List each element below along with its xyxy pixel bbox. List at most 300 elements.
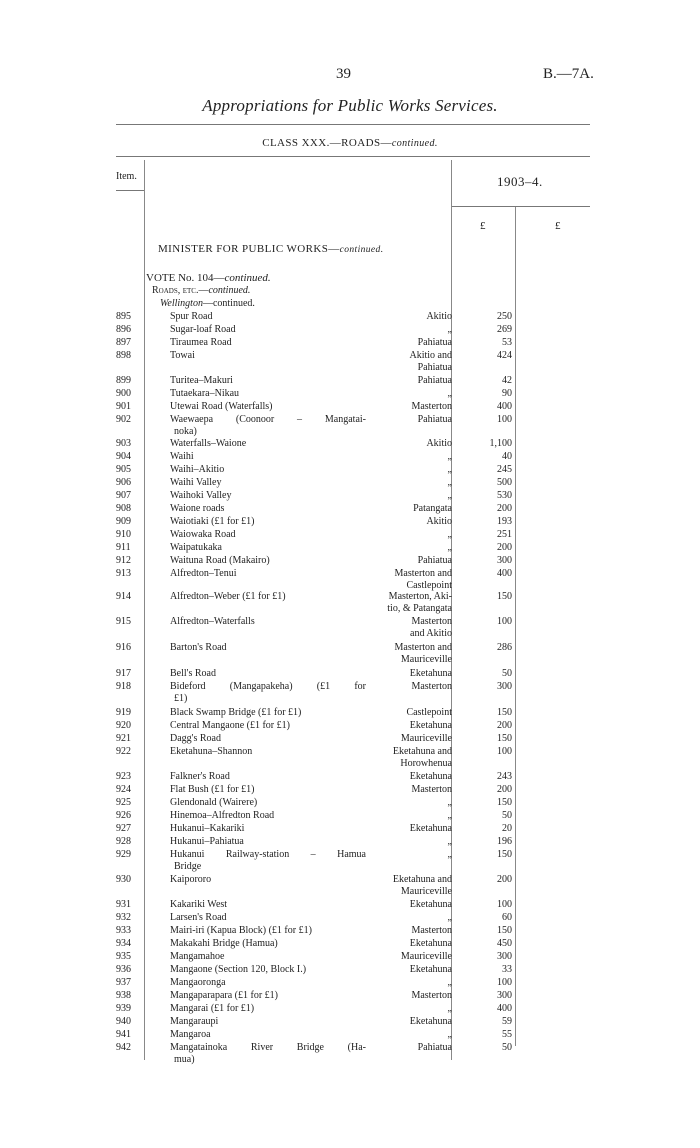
district-line: „ xyxy=(447,477,452,488)
road-name xyxy=(170,642,370,654)
item-number: 901 xyxy=(116,401,131,412)
item-number: 914 xyxy=(116,591,131,602)
district-line: Eketahuna xyxy=(409,964,452,975)
road-name xyxy=(170,746,370,758)
road-name xyxy=(170,668,370,680)
page-number: 39 xyxy=(336,66,351,82)
road-name-line: Waterfalls–Waione xyxy=(170,438,247,449)
district-name xyxy=(362,977,452,989)
district-name xyxy=(362,490,452,502)
amount-value: 100 xyxy=(497,899,512,910)
road-name xyxy=(170,464,370,476)
district-name xyxy=(362,477,452,489)
district-line: Masterton xyxy=(411,401,452,412)
item-number: 936 xyxy=(116,964,131,975)
item-number: 919 xyxy=(116,707,131,718)
district-name xyxy=(362,938,452,950)
road-name xyxy=(170,616,370,628)
item-number: 926 xyxy=(116,810,131,821)
district-name xyxy=(362,388,452,400)
road-name xyxy=(170,925,370,937)
amount-value: 100 xyxy=(497,746,512,757)
district-name xyxy=(362,746,452,770)
amount-value: 200 xyxy=(497,874,512,885)
district-line: Masterton xyxy=(411,784,452,795)
district-name xyxy=(362,707,452,719)
road-name xyxy=(170,324,370,336)
road-name xyxy=(170,451,370,463)
road-name-line: Alfredton–Weber (£1 for £1) xyxy=(170,591,286,602)
road-name-line: Hukanui–Kakariki xyxy=(170,823,245,834)
road-name-line: Mangaone (Section 120, Block I.) xyxy=(170,964,307,975)
district-continuation: Horowhenua xyxy=(400,758,452,769)
minister-heading xyxy=(158,243,383,255)
district-name xyxy=(362,681,452,693)
road-name-line: Bideford (Mangapakeha) (£1 for xyxy=(170,681,366,692)
district-line: „ xyxy=(447,451,452,462)
road-name xyxy=(170,977,370,989)
district-name xyxy=(362,1016,452,1028)
road-name-line: Waihi Valley xyxy=(170,477,222,488)
minister-heading-continued: continued. xyxy=(339,245,384,255)
amount-value: 59 xyxy=(502,1016,512,1027)
road-name-line: Hukanui Railway-station – Hamua xyxy=(170,849,366,860)
page-title: Appropriations for Public Works Services. xyxy=(202,96,498,115)
road-name-line: Eketahuna–Shannon xyxy=(170,746,253,757)
district-line: Akitio and xyxy=(409,350,452,361)
district-continuation: Mauriceville xyxy=(400,886,452,897)
road-name-line: Hinemoa–Alfredton Road xyxy=(170,810,275,821)
amount-value: 100 xyxy=(497,414,512,425)
vote-heading-continued: continued. xyxy=(224,272,271,284)
district-line: Mauriceville xyxy=(400,951,452,962)
road-name xyxy=(170,477,370,489)
item-number: 942 xyxy=(116,1042,131,1053)
district-line: Eketahuna and xyxy=(392,874,452,885)
amount-value: 150 xyxy=(497,925,512,936)
road-name-line: Towai xyxy=(170,350,195,361)
road-name-line: Alfredton–Tenui xyxy=(170,568,237,579)
district-line: „ xyxy=(447,1029,452,1040)
road-name-line: Dagg's Road xyxy=(170,733,221,744)
district-name xyxy=(362,568,452,592)
item-number: 935 xyxy=(116,951,131,962)
district-line: Eketahuna xyxy=(409,720,452,731)
district-name xyxy=(362,464,452,476)
roads-heading-continued: continued. xyxy=(208,285,251,296)
item-number: 923 xyxy=(116,771,131,782)
district-name xyxy=(362,964,452,976)
item-number: 904 xyxy=(116,451,131,462)
road-name xyxy=(170,720,370,732)
amount-value: 450 xyxy=(497,938,512,949)
road-name-line: Mangaparapara (£1 for £1) xyxy=(170,990,279,1001)
item-number: 906 xyxy=(116,477,131,488)
amount-value: 150 xyxy=(497,707,512,718)
district-name xyxy=(362,797,452,809)
district-line: „ xyxy=(447,810,452,821)
district-name xyxy=(362,836,452,848)
road-name xyxy=(170,990,370,1002)
vote-heading-main: VOTE No. 104— xyxy=(146,272,225,284)
district-name xyxy=(362,516,452,528)
road-name-line: Waiotiaki (£1 for £1) xyxy=(170,516,255,527)
road-name xyxy=(170,1029,370,1041)
class-heading xyxy=(0,137,700,149)
amount-value: 400 xyxy=(497,1003,512,1014)
road-name xyxy=(170,414,370,438)
year-column-header: 1903–4. xyxy=(497,174,543,189)
road-name-line: Mangaroa xyxy=(170,1029,211,1040)
amount-value: 424 xyxy=(497,350,512,361)
road-name-continuation: £1) xyxy=(174,693,188,704)
district-heading-name: Wellington xyxy=(160,298,203,309)
item-number: 917 xyxy=(116,668,131,679)
district-name xyxy=(362,401,452,413)
road-name-line: Central Mangaone (£1 for £1) xyxy=(170,720,290,731)
item-number: 927 xyxy=(116,823,131,834)
district-name xyxy=(362,899,452,911)
amount-value: 300 xyxy=(497,990,512,1001)
district-line: Pahiatua xyxy=(417,337,452,348)
item-number: 933 xyxy=(116,925,131,936)
district-continuation: tio, & Patangata xyxy=(387,603,452,614)
amount-value: 50 xyxy=(502,810,512,821)
district-name xyxy=(362,350,452,374)
road-name-line: Barton's Road xyxy=(170,642,227,653)
item-number: 924 xyxy=(116,784,131,795)
item-number: 900 xyxy=(116,388,131,399)
road-name-line: Turitea–Makuri xyxy=(170,375,233,386)
item-number: 941 xyxy=(116,1029,131,1040)
road-name-line: Falkner's Road xyxy=(170,771,230,782)
district-line: Pahiatua xyxy=(417,375,452,386)
class-heading-main: CLASS XXX.—ROADS— xyxy=(262,137,392,149)
vote-heading xyxy=(146,272,271,284)
road-name xyxy=(170,542,370,554)
item-number: 931 xyxy=(116,899,131,910)
district-line: Akitio xyxy=(426,311,452,322)
document-reference: B.—7A. xyxy=(543,66,594,82)
district-name xyxy=(362,616,452,640)
amount-value: 100 xyxy=(497,977,512,988)
road-name-line: Mangarai (£1 for £1) xyxy=(170,1003,255,1014)
road-name-line: Hukanui–Pahiatua xyxy=(170,836,244,847)
road-name xyxy=(170,810,370,822)
amount-value: 530 xyxy=(497,490,512,501)
district-line: „ xyxy=(447,324,452,335)
amount-unit-label: £ xyxy=(480,220,486,232)
item-number: 934 xyxy=(116,938,131,949)
road-name-continuation: mua) xyxy=(174,1054,195,1065)
road-name xyxy=(170,849,370,873)
road-name-line: Bell's Road xyxy=(170,668,216,679)
district-line: Eketahuna xyxy=(409,1016,452,1027)
road-name-line: Utewai Road (Waterfalls) xyxy=(170,401,273,412)
amount-value: 20 xyxy=(502,823,512,834)
roads-heading-main: Roads, etc.— xyxy=(152,285,209,296)
district-name xyxy=(362,823,452,835)
amount-value: 300 xyxy=(497,555,512,566)
amount-value: 1,100 xyxy=(489,438,512,449)
road-name-line: Spur Road xyxy=(170,311,213,322)
item-number: 911 xyxy=(116,542,131,553)
amount-value: 100 xyxy=(497,616,512,627)
amount-value: 150 xyxy=(497,591,512,602)
minister-heading-main: MINISTER FOR PUBLIC WORKS— xyxy=(158,243,340,255)
road-name-line: Black Swamp Bridge (£1 for £1) xyxy=(170,707,302,718)
district-line: Pahiatua xyxy=(417,555,452,566)
road-name-continuation: noka) xyxy=(174,426,197,437)
district-line: Castlepoint xyxy=(406,707,452,718)
district-line: Akitio xyxy=(426,516,452,527)
district-name xyxy=(362,733,452,745)
item-number: 920 xyxy=(116,720,131,731)
district-name xyxy=(362,542,452,554)
district-name xyxy=(362,784,452,796)
district-name xyxy=(362,529,452,541)
item-number: 930 xyxy=(116,874,131,885)
district-continuation: and Akitio xyxy=(410,628,452,639)
district-line: „ xyxy=(447,388,452,399)
road-name-line: Waihoki Valley xyxy=(170,490,232,501)
road-name xyxy=(170,591,370,603)
item-number: 922 xyxy=(116,746,131,757)
district-name xyxy=(362,1042,452,1054)
district-line: Eketahuna xyxy=(409,938,452,949)
amount-value: 60 xyxy=(502,912,512,923)
amount-value: 196 xyxy=(497,836,512,847)
item-number: 905 xyxy=(116,464,131,475)
road-name-line: Sugar-loaf Road xyxy=(170,324,236,335)
road-name-line: Tiraumea Road xyxy=(170,337,232,348)
item-number: 921 xyxy=(116,733,131,744)
road-name xyxy=(170,350,370,362)
district-line: Masterton and xyxy=(394,642,452,653)
item-number: 895 xyxy=(116,311,131,322)
road-name-line: Alfredton–Waterfalls xyxy=(170,616,255,627)
item-number: 932 xyxy=(116,912,131,923)
district-line: Patangata xyxy=(413,503,452,514)
road-name-line: Kaipororo xyxy=(170,874,212,885)
road-name xyxy=(170,797,370,809)
district-name xyxy=(362,925,452,937)
district-name xyxy=(362,771,452,783)
road-name xyxy=(170,1042,370,1066)
road-name-line: Waipatukaka xyxy=(170,542,222,553)
road-name xyxy=(170,438,370,450)
road-name xyxy=(170,874,370,886)
district-line: Masterton and xyxy=(394,568,452,579)
item-number: 938 xyxy=(116,990,131,1001)
roads-heading xyxy=(152,285,250,296)
item-number: 928 xyxy=(116,836,131,847)
district-line: Eketahuna xyxy=(409,771,452,782)
road-name xyxy=(170,938,370,950)
amount-value: 55 xyxy=(502,1029,512,1040)
road-name xyxy=(170,388,370,400)
district-line: Masterton xyxy=(411,990,452,1001)
road-name-line: Mangaoronga xyxy=(170,977,226,988)
district-name xyxy=(362,951,452,963)
item-number: 903 xyxy=(116,438,131,449)
amount-value: 286 xyxy=(497,642,512,653)
district-line: „ xyxy=(447,529,452,540)
district-name xyxy=(362,438,452,450)
amount-value: 400 xyxy=(497,401,512,412)
amount-value: 90 xyxy=(502,388,512,399)
amount-value: 245 xyxy=(497,464,512,475)
road-name xyxy=(170,707,370,719)
district-name xyxy=(362,810,452,822)
header-top-rule xyxy=(116,156,590,157)
district-name xyxy=(362,324,452,336)
item-number: 908 xyxy=(116,503,131,514)
district-name xyxy=(362,311,452,323)
amount-value: 50 xyxy=(502,1042,512,1053)
district-name xyxy=(362,451,452,463)
amount-value: 269 xyxy=(497,324,512,335)
road-name xyxy=(170,964,370,976)
road-name xyxy=(170,568,370,580)
district-line: „ xyxy=(447,849,452,860)
district-line: „ xyxy=(447,542,452,553)
item-number: 913 xyxy=(116,568,131,579)
road-name xyxy=(170,555,370,567)
district-heading-continued: —continued. xyxy=(202,298,255,309)
road-name-line: Flat Bush (£1 for £1) xyxy=(170,784,255,795)
road-name xyxy=(170,1003,370,1015)
amount-value: 53 xyxy=(502,337,512,348)
item-number: 918 xyxy=(116,681,131,692)
district-line: Pahiatua xyxy=(417,1042,452,1053)
road-name xyxy=(170,311,370,323)
district-line: „ xyxy=(447,490,452,501)
district-line: „ xyxy=(447,1003,452,1014)
district-name xyxy=(362,503,452,515)
road-name xyxy=(170,1016,370,1028)
district-line: Masterton xyxy=(411,925,452,936)
district-name xyxy=(362,849,452,861)
district-line: Eketahuna xyxy=(409,823,452,834)
year-header-rule xyxy=(452,206,590,207)
amount-value: 42 xyxy=(502,375,512,386)
amount-value: 251 xyxy=(497,529,512,540)
amount-column-divider xyxy=(515,206,516,1046)
amount-value: 500 xyxy=(497,477,512,488)
amount-value: 200 xyxy=(497,542,512,553)
district-name xyxy=(362,555,452,567)
amount-value: 300 xyxy=(497,681,512,692)
road-name xyxy=(170,771,370,783)
item-number: 925 xyxy=(116,797,131,808)
road-name xyxy=(170,784,370,796)
road-name-line: Waihi–Akitio xyxy=(170,464,225,475)
item-number: 939 xyxy=(116,1003,131,1014)
road-name-line: Waihi xyxy=(170,451,194,462)
road-name xyxy=(170,733,370,745)
district-line: „ xyxy=(447,464,452,475)
road-name xyxy=(170,516,370,528)
amount-value: 150 xyxy=(497,797,512,808)
road-name xyxy=(170,912,370,924)
item-column-header: Item. xyxy=(116,171,137,182)
item-number: 907 xyxy=(116,490,131,501)
district-name xyxy=(362,414,452,426)
road-name xyxy=(170,337,370,349)
amount-value: 250 xyxy=(497,311,512,322)
district-line: Eketahuna xyxy=(409,899,452,910)
district-line: Masterton xyxy=(411,681,452,692)
item-header-rule xyxy=(116,190,144,191)
district-line: Eketahuna xyxy=(409,668,452,679)
road-name-line: Makakahi Bridge (Hamua) xyxy=(170,938,278,949)
road-name xyxy=(170,836,370,848)
road-name xyxy=(170,490,370,502)
amount-value: 200 xyxy=(497,784,512,795)
road-name-line: Waiowaka Road xyxy=(170,529,236,540)
amount-value: 193 xyxy=(497,516,512,527)
amount-value: 50 xyxy=(502,668,512,679)
district-line: Mauriceville xyxy=(400,733,452,744)
amount-value: 33 xyxy=(502,964,512,975)
item-number: 929 xyxy=(116,849,131,860)
district-heading xyxy=(160,298,255,309)
item-number: 912 xyxy=(116,555,131,566)
item-number: 909 xyxy=(116,516,131,527)
district-line: Akitio xyxy=(426,438,452,449)
amount-value: 40 xyxy=(502,451,512,462)
district-name xyxy=(362,668,452,680)
amount-value: 200 xyxy=(497,503,512,514)
item-number: 896 xyxy=(116,324,131,335)
road-name-line: Mangaraupi xyxy=(170,1016,219,1027)
road-name xyxy=(170,951,370,963)
total-unit-label: £ xyxy=(555,220,561,232)
amount-value: 150 xyxy=(497,849,512,860)
district-name xyxy=(362,912,452,924)
road-name-line: Waewaepa (Coonoor – Mangatai- xyxy=(170,414,366,425)
item-number: 915 xyxy=(116,616,131,627)
item-number: 937 xyxy=(116,977,131,988)
road-name-line: Mangamahoe xyxy=(170,951,225,962)
district-continuation: Mauriceville xyxy=(400,654,452,665)
district-name xyxy=(362,642,452,666)
item-number: 899 xyxy=(116,375,131,386)
district-line: Pahiatua xyxy=(417,414,452,425)
class-heading-continued: continued. xyxy=(391,138,438,149)
district-line: „ xyxy=(447,797,452,808)
district-line: Masterton, Aki- xyxy=(388,591,452,602)
amount-value: 200 xyxy=(497,720,512,731)
road-name-line: Waituna Road (Makairo) xyxy=(170,555,270,566)
item-number: 902 xyxy=(116,414,131,425)
road-name xyxy=(170,529,370,541)
district-name xyxy=(362,990,452,1002)
item-number: 898 xyxy=(116,350,131,361)
amount-value: 300 xyxy=(497,951,512,962)
road-name-line: Tutaekara–Nikau xyxy=(170,388,240,399)
district-continuation: Pahiatua xyxy=(417,362,452,373)
road-name xyxy=(170,823,370,835)
road-name xyxy=(170,401,370,413)
district-name xyxy=(362,375,452,387)
road-name xyxy=(170,899,370,911)
district-continuation: Castlepoint xyxy=(406,580,452,591)
road-name-line: Glendonald (Wairere) xyxy=(170,797,258,808)
road-name-line: Mangatainoka River Bridge (Ha- xyxy=(170,1042,366,1053)
road-name-line: Kakariki West xyxy=(170,899,228,910)
